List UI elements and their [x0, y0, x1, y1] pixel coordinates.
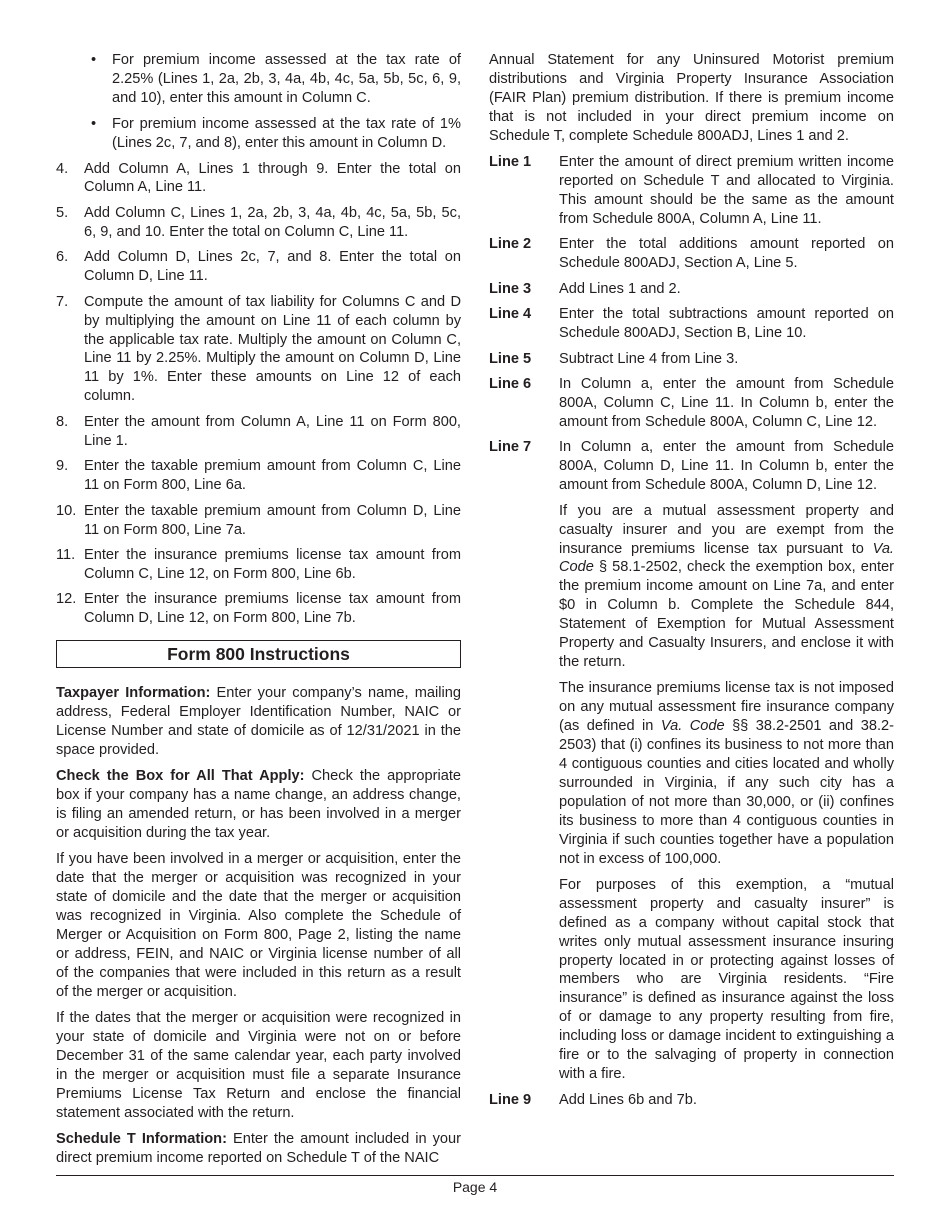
check-box-paragraph — [56, 767, 461, 843]
step-text: Enter the taxable premium amount from Column C, Line 11 on Form 800, Line 6a. — [84, 458, 461, 494]
schedule-t-continuation: Annual Statement for any Uninsured Motorist premium distributions and Virginia Property Insurance Association (FAIR Plan) premium distribution. If there is premium income that is not included in your direct premium income on Schedule T, complete Schedule 800ADJ, Lines 1 and 2. — [489, 52, 894, 144]
bullet-item — [91, 51, 461, 108]
schedule-steps-list — [56, 160, 461, 629]
step-text: Enter the taxable premium amount from Column D, Line 11 on Form 800, Line 7a. — [84, 502, 461, 538]
line-entry — [489, 438, 894, 495]
line-label: Line 2 — [489, 236, 532, 253]
line-entry — [489, 305, 894, 343]
line-text: Add Lines 6b and 7b. — [559, 1092, 697, 1109]
step-number: 11. — [56, 547, 76, 563]
bullet-text: For premium income assessed at the tax rate of 1% (Lines 2c, 7, and 8), enter this amount in Column D. — [112, 115, 461, 151]
line-entry — [489, 235, 894, 273]
step-item — [56, 457, 461, 495]
fire-insurance-text-after: §§ 38.2-2501 and 38.2-2503) that (i) confines its business to not more than 4 contiguous counties and cities located and wholly surrounded in Virginia, if any such city has a population of not more than 30,000, or (ii) confines its business to more than 4 contiguous counties in Virginia if such counties together have a population not in excess of 100,000. — [559, 718, 895, 867]
mutual-insurer-text-after: § 58.1-2502, check the exemption box, enter the premium income amount on Line 7a, and enter $0 in Column b. Complete the Schedule 844, Statement of Exemption for Mutual Assessment Property and Casualty Insurers, and enclose it with the return. — [559, 559, 894, 670]
taxpayer-information-paragraph — [56, 684, 461, 760]
schedule-t-paragraph — [56, 1130, 461, 1168]
step-text: Add Column C, Lines 1, 2a, 2b, 3, 4a, 4b, 4c, 5a, 5b, 5c, 6, 9, and 10. Enter the total on Column C, Line 11. — [84, 204, 461, 240]
schedule-t-heading: Schedule T Information: — [56, 1131, 227, 1148]
step-number: 7. — [56, 293, 69, 310]
merger-paragraph: If you have been involved in a merger or acquisition, enter the date that the merger or acquisition was recognized in your state of domicile and the date that the merger or acquisition was recognized in Virginia. Also complete the Schedule of Merger or Acquisition on Form 800, Page 2, listing the name or address, FEIN, and NAIC or Virginia license number of all of the companies that were included in this return as a result of the merger or acquisition. — [56, 851, 461, 1000]
line-entry — [489, 280, 894, 299]
line-text: Enter the total subtractions amount reported on Schedule 800ADJ, Section B, Line 10. — [559, 306, 894, 342]
line-entry — [489, 375, 894, 432]
bullet-icon: • — [91, 115, 97, 132]
mutual-insurer-text-before: If you are a mutual assessment property and casualty insurer and you are exempt from the insurance premiums license tax pursuant to — [559, 502, 894, 557]
line-text: In Column a, enter the amount from Schedule 800A, Column D, Line 11. In Column b, enter the amount from Schedule 800A, Column D, Line 12. — [559, 439, 894, 494]
taxpayer-information-heading: Taxpayer Information: — [56, 685, 211, 702]
step-item — [56, 204, 461, 242]
step-text: Add Column A, Lines 1 through 9. Enter the total on Column A, Line 11. — [84, 160, 461, 196]
step-text: Enter the insurance premiums license tax amount from Column C, Line 12, on Form 800, Line 6b. — [84, 547, 461, 582]
line-label: Line 5 — [489, 350, 532, 367]
step-text: Enter the amount from Column A, Line 11 on Form 800, Line 1. — [84, 413, 461, 449]
fire-insurance-paragraph — [559, 679, 894, 868]
step-number: 12. — [56, 591, 77, 608]
step-number: 9. — [56, 458, 69, 475]
step-item — [56, 502, 461, 540]
tax-rate-bullets — [56, 51, 461, 153]
check-box-text: Check the appropriate box if your company has a name change, an address change, is filing an amended return, or has been involved in a merger or acquisition during the tax year. — [56, 768, 461, 842]
page-number: Page 4 — [452, 1179, 498, 1195]
bullet-icon: • — [91, 52, 97, 68]
line-label: Line 9 — [489, 1092, 532, 1109]
line-label: Line 7 — [489, 439, 532, 456]
bullet-text: For premium income assessed at the tax rate of 2.25% (Lines 1, 2a, 2b, 3, 4a, 4b, 4c, 5a, 5b, 5c, 6, 9, and 10), enter this amount in Column C. — [112, 52, 461, 106]
fire-insurance-text-before: The insurance premiums license tax is not imposed on any mutual assessment fire insurance company (as defined in — [559, 680, 894, 735]
step-text: Enter the insurance premiums license tax amount from Column D, Line 12, on Form 800, Line 7b. — [84, 591, 461, 627]
line-entry — [489, 350, 894, 369]
step-text: Compute the amount of tax liability for Columns C and D by multiplying the amount on Line 11 of each column by the applicable tax rate. Multiply the amount on Column C, Line 11 by 2.25%. Multiply the amount on Column D, Line 11 by 1%. Enter these amounts on Line 12 of each column. — [84, 293, 461, 405]
merger-dates-paragraph: If the dates that the merger or acquisition were recognized in your state of domicile and Virginia were not on or before December 31 of the same calendar year, each party involved in the merger or acquisition must file a separate Insurance Premiums License Tax Return and enclose the financial statement associated with the return. — [56, 1010, 461, 1121]
bullet-item — [91, 115, 461, 153]
exemption-definition-paragraph: For purposes of this exemption, a “mutual assessment property and casualty insurer” is defined as a company without capital stock that writes only mutual assessment insurance insuring property located in or protecting against losses of members who are Virginia residents. “Fire insurance” is defined as insurance against the loss of or damage to any property resulting from fire, including loss or damage incident to extinguishing a fire or to the salvaging of property in connection with a fire. — [559, 876, 894, 1082]
step-item — [56, 248, 461, 286]
footer-divider — [56, 1175, 894, 1176]
schedule-t-text: Enter the amount included in your direct premium income reported on Schedule T of the NAIC — [56, 1131, 461, 1167]
step-number: 5. — [56, 204, 69, 221]
va-code-citation: Va. Code — [660, 718, 725, 735]
line-entry — [489, 153, 894, 229]
step-item — [56, 413, 461, 451]
va-code-citation: Va. Code — [559, 540, 894, 576]
step-item — [56, 590, 461, 628]
line-text: Enter the total additions amount reported on Schedule 800ADJ, Section A, Line 5. — [559, 236, 894, 272]
left-column — [56, 51, 461, 1175]
line-text: In Column a, enter the amount from Schedule 800A, Column C, Line 11. In Column b, enter the amount from Schedule 800A, Column C, Line 12. — [559, 376, 894, 430]
step-item — [56, 293, 461, 406]
mutual-insurer-paragraph — [559, 502, 894, 672]
step-text: Add Column D, Lines 2c, 7, and 8. Enter the total on Column D, Line 11. — [84, 249, 461, 285]
taxpayer-information-text: Enter your company’s name, mailing address, Federal Employer Identification Number, NAIC or License Number and state of domicile as of 12/31/2021 in the space provided. — [56, 685, 461, 758]
check-box-heading: Check the Box for All That Apply: — [56, 768, 305, 785]
line-text: Add Lines 1 and 2. — [559, 280, 681, 297]
line-text: Subtract Line 4 from Line 3. — [559, 350, 739, 367]
step-item — [56, 160, 461, 198]
step-number: 4. — [56, 160, 69, 177]
step-number: 6. — [56, 249, 69, 266]
step-item — [56, 546, 461, 584]
line-label: Line 4 — [489, 306, 532, 323]
line-text: Enter the amount of direct premium written income reported on Schedule T and allocated to Virginia. This amount should be the same as the amount from Schedule 800A, Column A, Line 11. — [559, 154, 894, 227]
form-800-instructions-heading: Form 800 Instructions — [56, 640, 461, 668]
line-entry — [489, 1091, 894, 1110]
right-column — [489, 51, 894, 1117]
step-number: 10. — [56, 502, 77, 519]
step-number: 8. — [56, 413, 69, 430]
line-label: Line 3 — [489, 280, 532, 297]
line-label: Line 6 — [489, 376, 532, 393]
line-label: Line 1 — [489, 154, 532, 171]
